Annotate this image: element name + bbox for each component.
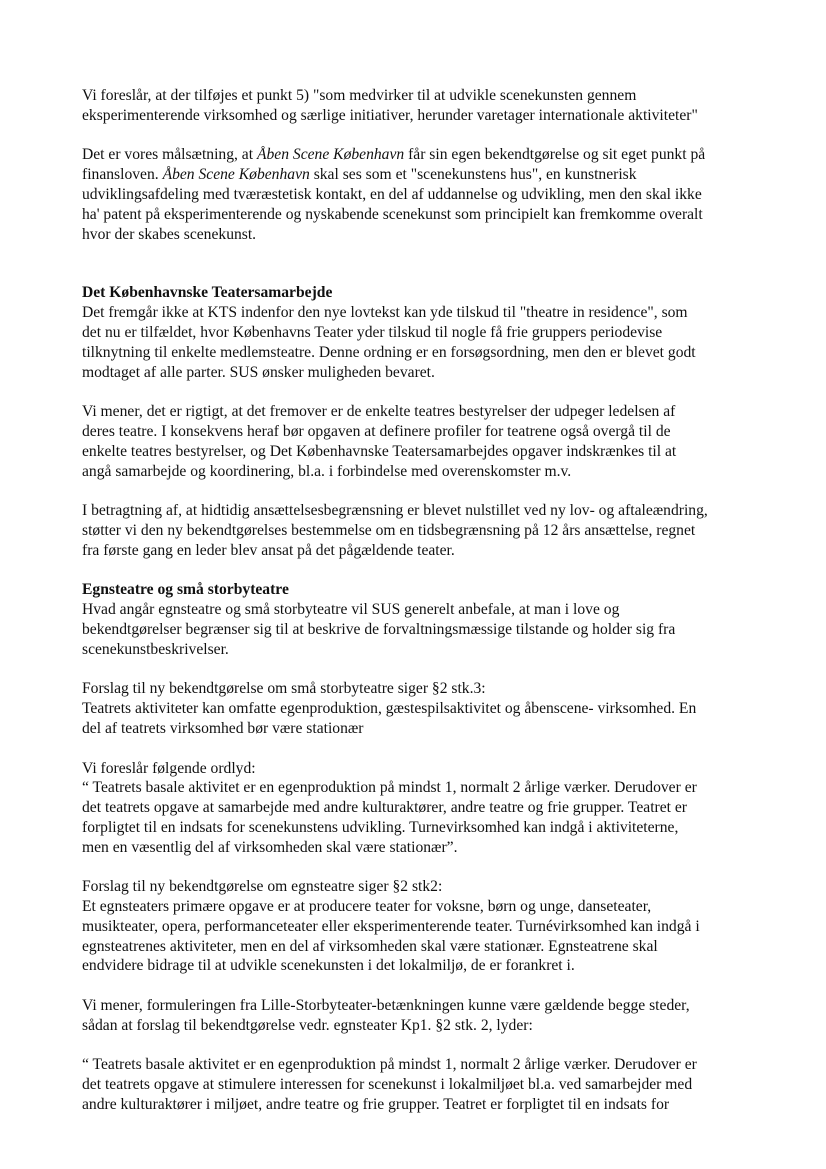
- text-line: andre kulturaktører i miljøet, andre teatre og frie grupper. Teatret er forpligtet til en indsats for: [82, 1096, 670, 1114]
- text-line: fra første gang en leder blev ansat på det pågældende teater.: [82, 541, 455, 559]
- text-line: musikteater, opera, performanceteater eller eksperimenterende teater. Turnévirksomhed kan indgå i: [82, 917, 700, 935]
- text-line: udviklingsafdeling med tværæstetisk kontakt, en del af uddannelse og udvikling, men den skal ikke: [82, 185, 702, 203]
- text-line: enkelte teatres bestyrelser, og Det Københavnske Teatersamarbejdes opgaver indskrænkes til at: [82, 442, 677, 460]
- text-line: støtter vi den ny bekendtgørelses bestemmelse om en tidsbegrænsning på 12 års ansættelse, regnet: [82, 521, 696, 539]
- text-run: Det er vores målsætning, at: [82, 146, 257, 164]
- text-line: Vi mener, formuleringen fra Lille-Storbyteater-betænkningen kunne være gældende begge steder,: [82, 997, 690, 1015]
- section-egnsteatre: [82, 580, 762, 1115]
- text-line: Teatrets aktiviteter kan omfatte egenproduktion, gæstespilsaktivitet og åbenscene- virksomhed. En: [82, 700, 697, 718]
- italic-title: Åben Scene København: [162, 166, 310, 184]
- text-line: sådan at forslag til bekendtgørelse vedr. egnsteater Kp1. §2 stk. 2, lyder:: [82, 1016, 533, 1034]
- text-line: Det fremgår ikke at KTS indenfor den nye lovtekst kan yde tilskud til "theatre in residence", som: [82, 304, 688, 322]
- text-line: forpligtet til en indsats for scenekunstens udvikling. Turnevirksomhed kan indgå i aktiviteterne,: [82, 818, 679, 836]
- text-line: tilknytning til enkelte medlemsteatre. Denne ordning er en forsøgsordning, men den er blevet godt: [82, 343, 696, 361]
- text-line: Forslag til ny bekendtgørelse om egnsteatre siger §2 stk2:: [82, 878, 443, 896]
- text-line: Vi mener, det er rigtigt, at det fremover er de enkelte teatres bestyrelser der udpeger ledelsen af: [82, 403, 676, 421]
- text-line: Et egnsteaters primære opgave er at producere teater for voksne, børn og unge, danseteater,: [82, 898, 652, 916]
- italic-title: Åben Scene København: [256, 146, 405, 164]
- section-heading: Det Københavnske Teatersamarbejde: [82, 284, 333, 302]
- text-line: Vi foreslår følgende ordlyd:: [82, 759, 256, 777]
- text-line: bekendtgørelser begrænser sig til at beskrive de forvaltningsmæssige tilstande og holder sig fra: [82, 620, 676, 638]
- section-kts: [82, 283, 762, 560]
- paragraph-proposal-point-5: [82, 86, 762, 126]
- text-line: det teatrets opgave at stimulere interessen for scenekunst i lokalmiljøet bl.a. ved samarbejder med: [82, 1076, 693, 1094]
- section-heading: Egnsteatre og små storbyteatre: [82, 581, 289, 599]
- text-run: skal ses som et "scenekunstens hus", en kunstnerisk: [309, 166, 637, 184]
- text-line: scenekunstbeskrivelser.: [82, 640, 229, 658]
- text-line: Vi foreslår, at der tilføjes et punkt 5) "som medvirker til at udvikle scenekunsten gennem: [82, 87, 637, 104]
- text-line: Forslag til ny bekendtgørelse om små storbyteatre siger §2 stk.3:: [82, 680, 486, 698]
- text-line: men en væsentlig del af virksomheden skal være stationær”.: [82, 838, 458, 856]
- text-line: eksperimenterende virksomhed og særlige initiativer, herunder varetager internationale aktiviteter": [82, 106, 698, 124]
- document-page: [82, 86, 762, 1115]
- text-line: angå samarbejde og koordinering, bl.a. i forbindelse med overenskomster m.v.: [82, 462, 572, 480]
- text-line: “ Teatrets basale aktivitet er en egenproduktion på mindst 1, normalt 2 årlige værker. Derudover er: [82, 779, 697, 797]
- text-line: [82, 145, 762, 165]
- text-line: hvor der skabes scenekunst.: [82, 225, 257, 243]
- text-line: det nu er tilfældet, hvor Københavns Teater yder tilskud til nogle få frie gruppers periodevise: [82, 323, 663, 341]
- text-line: [82, 165, 762, 185]
- text-line: endvidere bidrage til at udvikle scenekunsten i det lokalmiljø, de er forankret i.: [82, 957, 575, 975]
- text-line: deres teatre. I konsekvens heraf bør opgaven at definere profiler for teatrene også overgå til de: [82, 422, 671, 440]
- text-line: del af teatrets virksomhed bør være stationær: [82, 719, 364, 737]
- text-line: det teatrets opgave at samarbejde med andre kulturaktører, andre teatre og frie grupper. Teatret er: [82, 799, 687, 817]
- text-run: får sin egen bekendtgørelse og sit eget punkt på: [404, 146, 706, 164]
- text-run: finansloven.: [82, 166, 163, 184]
- text-line: I betragtning af, at hidtidig ansættelsesbegrænsning er blevet nulstillet ved ny lov- og aftaleændring,: [82, 502, 708, 520]
- paragraph-aaben-scene: [82, 145, 762, 244]
- text-line: “ Teatrets basale aktivitet er en egenproduktion på mindst 1, normalt 2 årlige værker. Derudover er: [82, 1056, 697, 1074]
- text-line: Hvad angår egnsteatre og små storbyteatre vil SUS generelt anbefale, at man i love og: [82, 601, 620, 619]
- text-line: modtaget af alle parter. SUS ønsker muligheden bevaret.: [82, 363, 435, 381]
- text-line: egnsteatrenes aktiviteter, men en del af virksomheden skal være stationær. Egnsteatrene skal: [82, 937, 658, 955]
- text-line: ha' patent på eksperimenterende og nyskabende scenekunst som principielt kan fremkomme overalt: [82, 205, 703, 223]
